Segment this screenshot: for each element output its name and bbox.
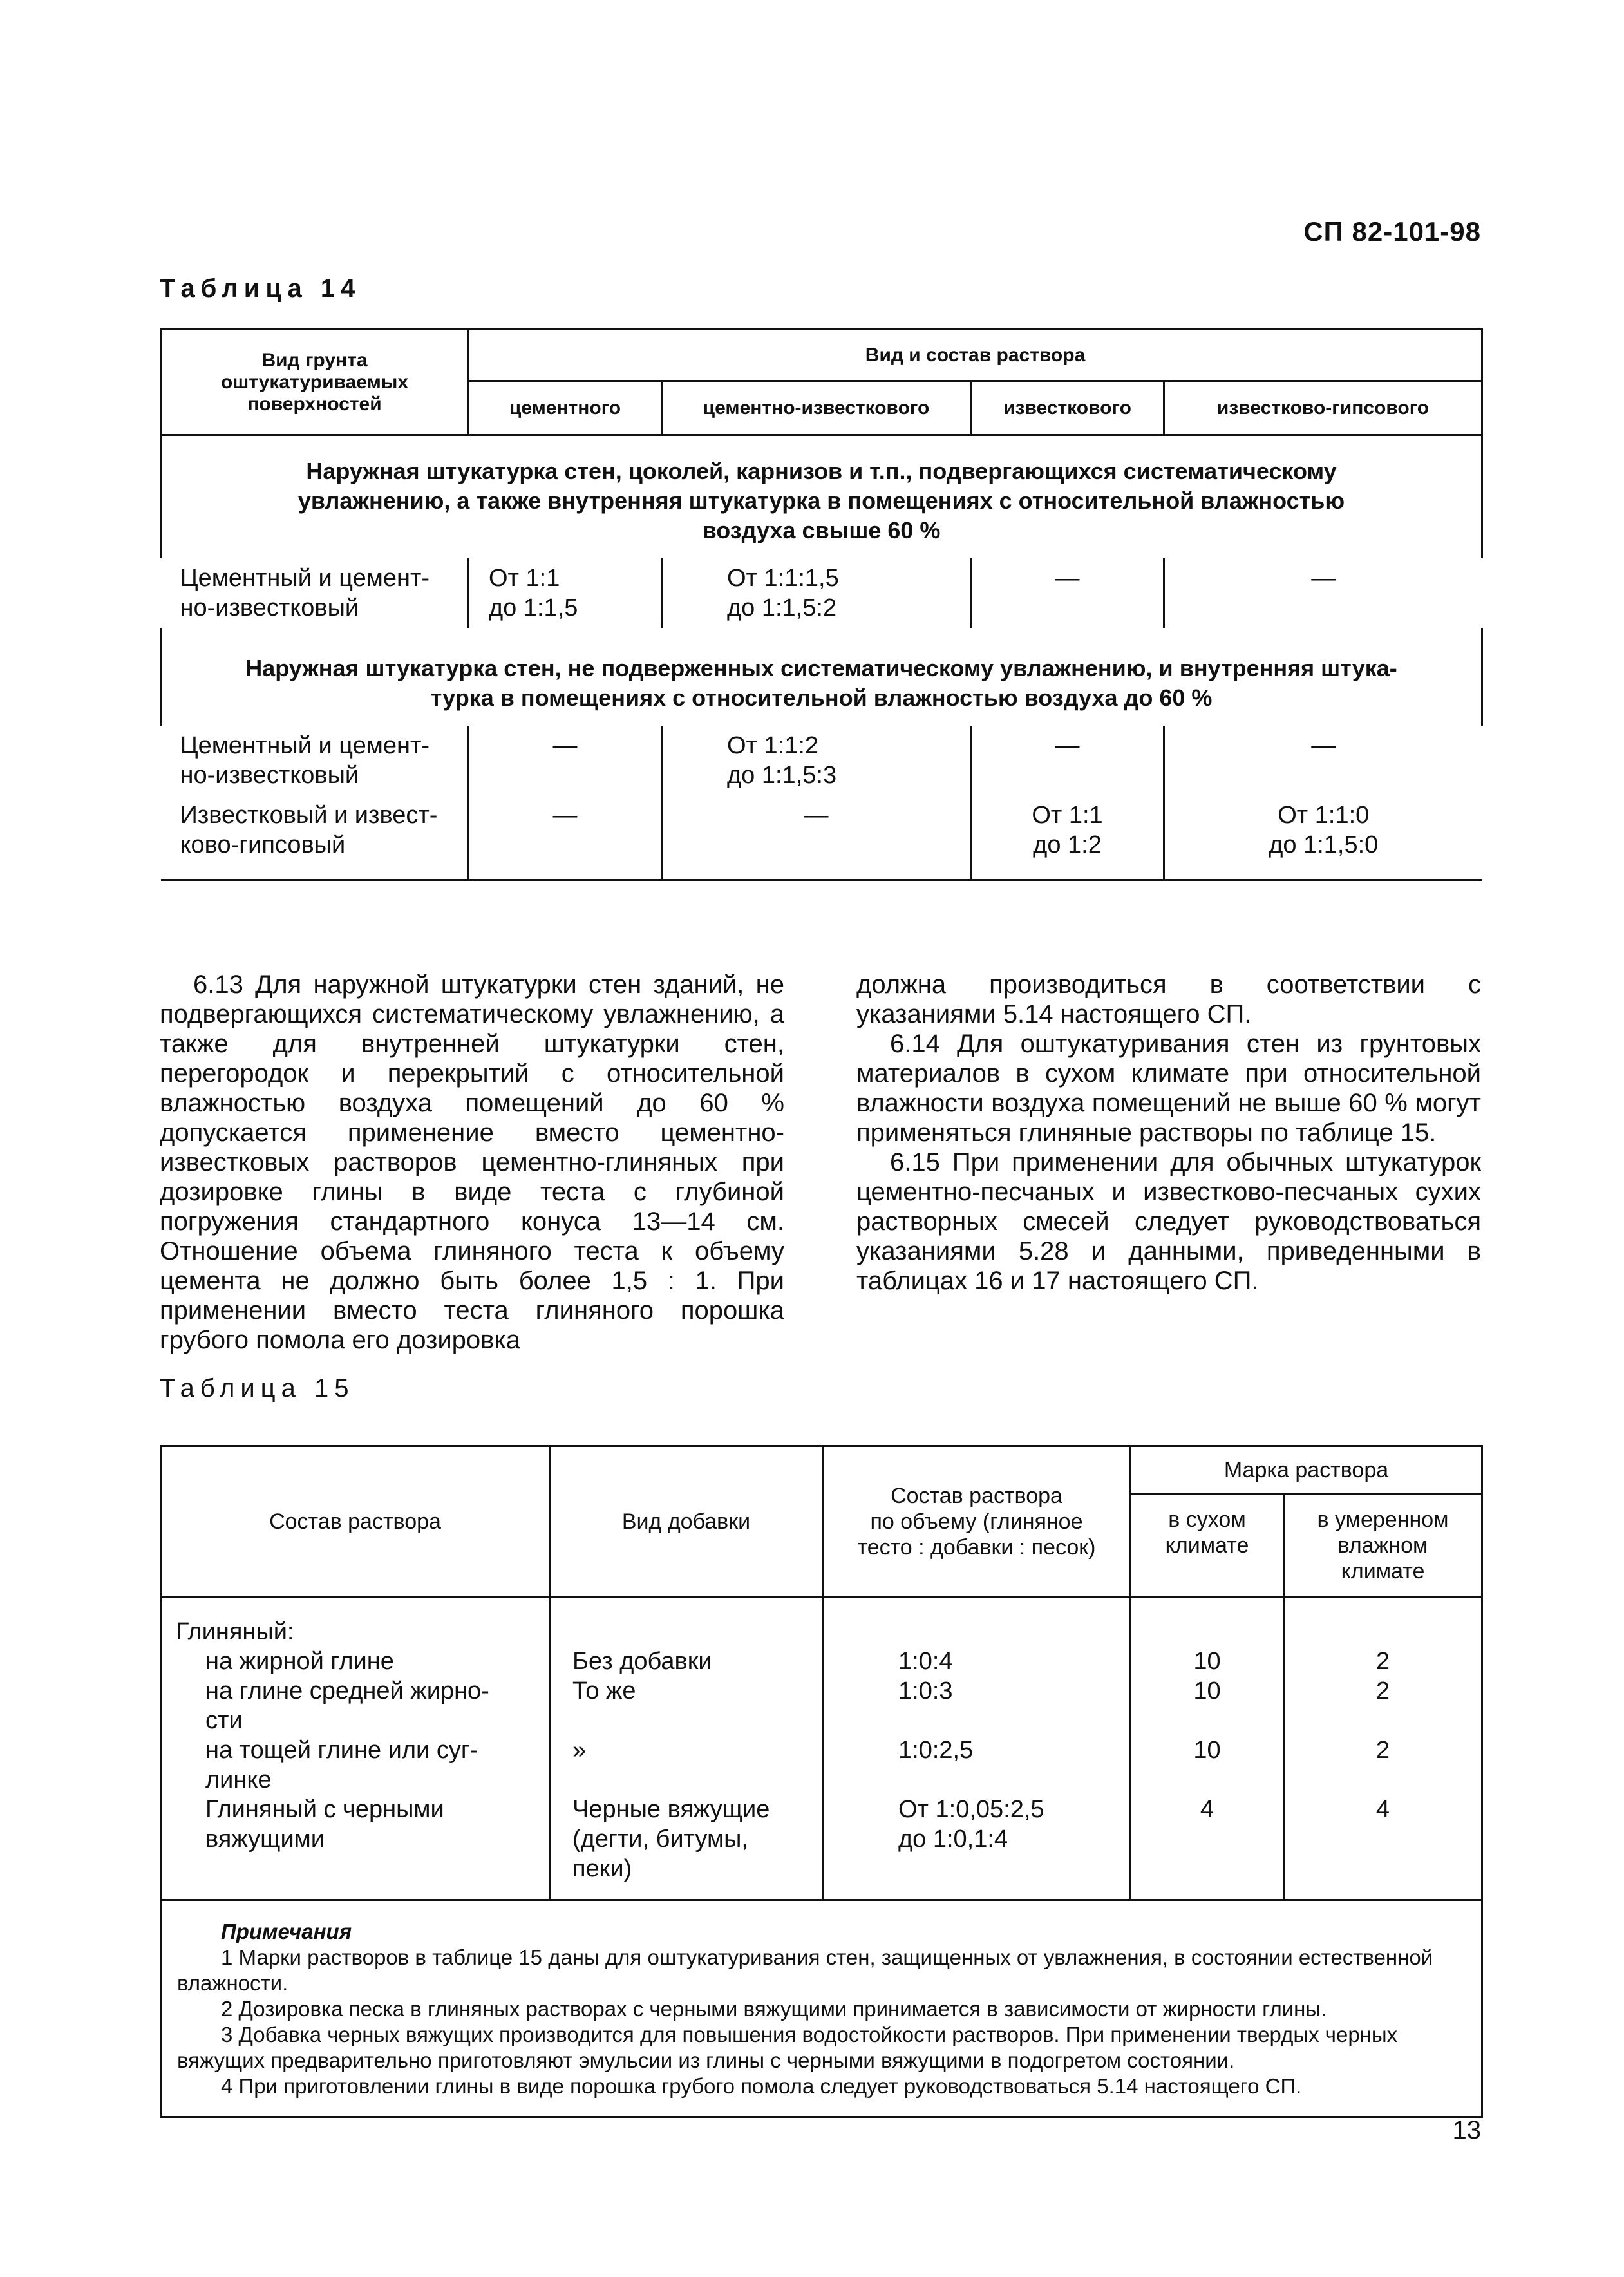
row-label: Цементный и цемент- [180,732,430,759]
t14-header-cement-lime: цементно-известкового [662,381,971,435]
body-left-column [160,970,784,1355]
table-14 [160,328,1483,881]
header-line: в сухом [1168,1507,1246,1532]
row-name: на глине средней жирно- [205,1677,489,1705]
t15-header-grade: Марка раствора [1131,1446,1482,1494]
table-14-caption: Таблица 14 [160,274,361,303]
header-line: влажном [1337,1533,1428,1558]
cell-value: до 1:1,5:2 [727,594,837,621]
t14-header-soil-line: оштукатуриваемых [220,371,409,393]
cell-value: до 1:1,5 [489,594,578,621]
row-dry: 10 [1193,1677,1221,1705]
cell-value: От 1:1 [489,565,560,592]
band-line: увлажнению, а также внутренняя штукатурка в помещениях с относительной влажностью [297,487,1345,514]
cell-value: — [1055,565,1080,592]
t14-band-1 [161,435,1482,559]
t14-band-2 [161,628,1482,726]
header-line: тесто : добавки : песок) [857,1535,1096,1560]
cell-value: до 1:2 [1033,831,1102,858]
cell-value: — [552,732,578,759]
notes-title: Примечания [221,1920,352,1943]
header-line: климате [1341,1558,1425,1583]
t14-header-soil [161,330,469,435]
t15-header-dry [1131,1494,1284,1597]
row-moderate: 2 [1375,1737,1390,1764]
row-moderate: 2 [1375,1677,1390,1705]
row-dry: 10 [1193,1737,1221,1764]
cell-value: до 1:1,5:3 [727,762,837,789]
row-label: Цементный и цемент- [180,565,430,592]
header-line: по объему (глиняное [870,1509,1083,1534]
body-right-column [856,970,1481,1296]
t14-header-soil-line: поверхностей [247,393,382,415]
document-number: СП 82-101-98 [1303,216,1481,247]
row-ratio: до 1:0,1:4 [898,1826,1008,1853]
note-2: 2 Дозировка песка в глиняных растворах с черными вяжущими принимается в зависимости от жирности глины. [221,1997,1327,2021]
cell-value: — [804,802,829,829]
row-ratio: 1:0:3 [898,1677,953,1705]
header-line: Состав раствора [891,1483,1062,1508]
t14-header-cement: цементного [469,381,662,435]
table-15-caption: Таблица 15 [160,1374,355,1403]
band-line: турка в помещениях с относительной влажностью воздуха до 60 % [430,685,1213,711]
row-ratio: От 1:0,05:2,5 [898,1796,1044,1823]
row-ratio: 1:0:4 [898,1648,953,1675]
row-label: но-известковый [180,762,359,789]
paragraph-6-13-cont: должна производиться в соответствии с указаниями 5.14 настоящего СП. [856,970,1481,1028]
row-label: но-известковый [180,594,359,621]
row-additive: (дегти, битумы, [572,1826,748,1853]
table-15 [160,1445,1483,2118]
note-3: 3 Добавка черных вяжущих производится для повышения водостойкости растворов. При применении твердых черных вяжущих предварительно приготовляют эмульсии из глины с черными вяжущими в подогретом состоянии. [177,2023,1398,2072]
t15-group-label: Глиняный: [161,1597,550,1647]
row-ratio: 1:0:2,5 [898,1737,974,1764]
t14-header-group: Вид и состав раствора [469,330,1482,381]
t15-header-composition: Состав раствора [161,1446,550,1597]
t14-header-soil-line: Вид грунта [261,349,368,371]
row-additive: Без добавки [572,1648,712,1675]
row-name: на жирной глине [205,1648,394,1675]
row-dry: 10 [1193,1648,1221,1675]
row-name: Глиняный с черными [205,1796,444,1823]
paragraph-6-15: 6.15 При применении для обычных штукатурок цементно-песчаных и известково-песчаных сухих растворных смесей следует руководствоваться указаниями 5.28 и данными, приведенными в таблицах 16 и 17 настоящего СП. [856,1148,1481,1295]
t14-header-lime: известкового [971,381,1164,435]
header-line: в умеренном [1317,1507,1449,1532]
row-additive: То же [572,1677,636,1705]
note-4: 4 При приготовлении глины в виде порошка грубого помола следует руководствоваться 5.14 настоящего СП. [221,2074,1302,2098]
cell-value: От 1:1:1,5 [727,565,839,592]
header-spacer [1131,1558,1283,1584]
header-line: климате [1165,1533,1249,1558]
cell-value: — [1311,732,1336,759]
row-additive: пеки) [572,1855,632,1882]
row-label: ково-гипсовый [180,831,346,858]
t14-header-lime-gypsum: известково-гипсового [1164,381,1482,435]
cell-value: — [1055,732,1080,759]
paragraph-6-13: 6.13 Для наружной штукатурки стен зданий, не подвергающихся систематическому увлажнению, а также для внутренней штукатурки стен, перегородок и перекрытий с относительной влажностью воздуха помещений до 60 % допускается применение вместо цементно-известковых растворов цементно-глиняных при дозировке глины в виде теста с глубиной погружения стандартного конуса 13—14 см. Отношение объема глиняного теста к объему цемента не должно быть более 1,5 : 1. При применении вместо теста глиняного порошка грубого помола его дозировка [160,970,784,1354]
cell-value: до 1:1,5:0 [1269,831,1379,858]
row-label: Известковый и извест- [180,802,438,829]
cell-value: От 1:1:2 [727,732,819,759]
t14-row-cement-2 [161,726,1482,795]
t14-row-lime [161,795,1482,880]
cell-value: От 1:1:0 [1278,802,1370,829]
t14-row-cement-1 [161,558,1482,628]
t15-notes [161,1900,1482,2117]
band-line: Наружная штукатурка стен, не подверженных систематическому увлажнению, и внутренняя штука- [245,655,1397,681]
t15-row-fat-clay [161,1647,1482,1676]
cell-value: — [552,802,578,829]
t15-row-black-binder [161,1795,1482,1900]
note-1: 1 Марки растворов в таблице 15 даны для оштукатуривания стен, защищенных от увлажнения, в состоянии естественной влажности. [177,1945,1433,1995]
t15-row-medium-clay [161,1676,1482,1735]
cell-value: От 1:1 [1032,802,1103,829]
t15-header-additive: Вид добавки [550,1446,823,1597]
row-additive: » [572,1737,587,1764]
page-number: 13 [1452,2116,1481,2144]
row-moderate: 4 [1375,1796,1390,1823]
t15-header-moderate [1284,1494,1482,1597]
row-additive: Черные вяжущие [572,1796,770,1823]
t15-row-lean-clay [161,1735,1482,1795]
t15-header-ratio [823,1446,1131,1597]
row-name: сти [205,1707,243,1734]
row-name: вяжущими [205,1826,325,1853]
paragraph-6-14: 6.14 Для оштукатуривания стен из грунтовых материалов в сухом климате при относительной влажности воздуха помещений не выше 60 % могут применяться глиняные растворы по таблице 15. [856,1030,1481,1147]
row-name: линке [205,1766,272,1793]
row-name: на тощей глине или суг- [205,1737,478,1764]
row-dry: 4 [1200,1796,1214,1823]
cell-value: — [1311,565,1336,592]
band-line: Наружная штукатурка стен, цоколей, карнизов и т.п., подвергающихся систематическому [306,458,1337,484]
band-line: воздуха свыше 60 % [702,517,941,543]
row-moderate: 2 [1375,1648,1390,1675]
